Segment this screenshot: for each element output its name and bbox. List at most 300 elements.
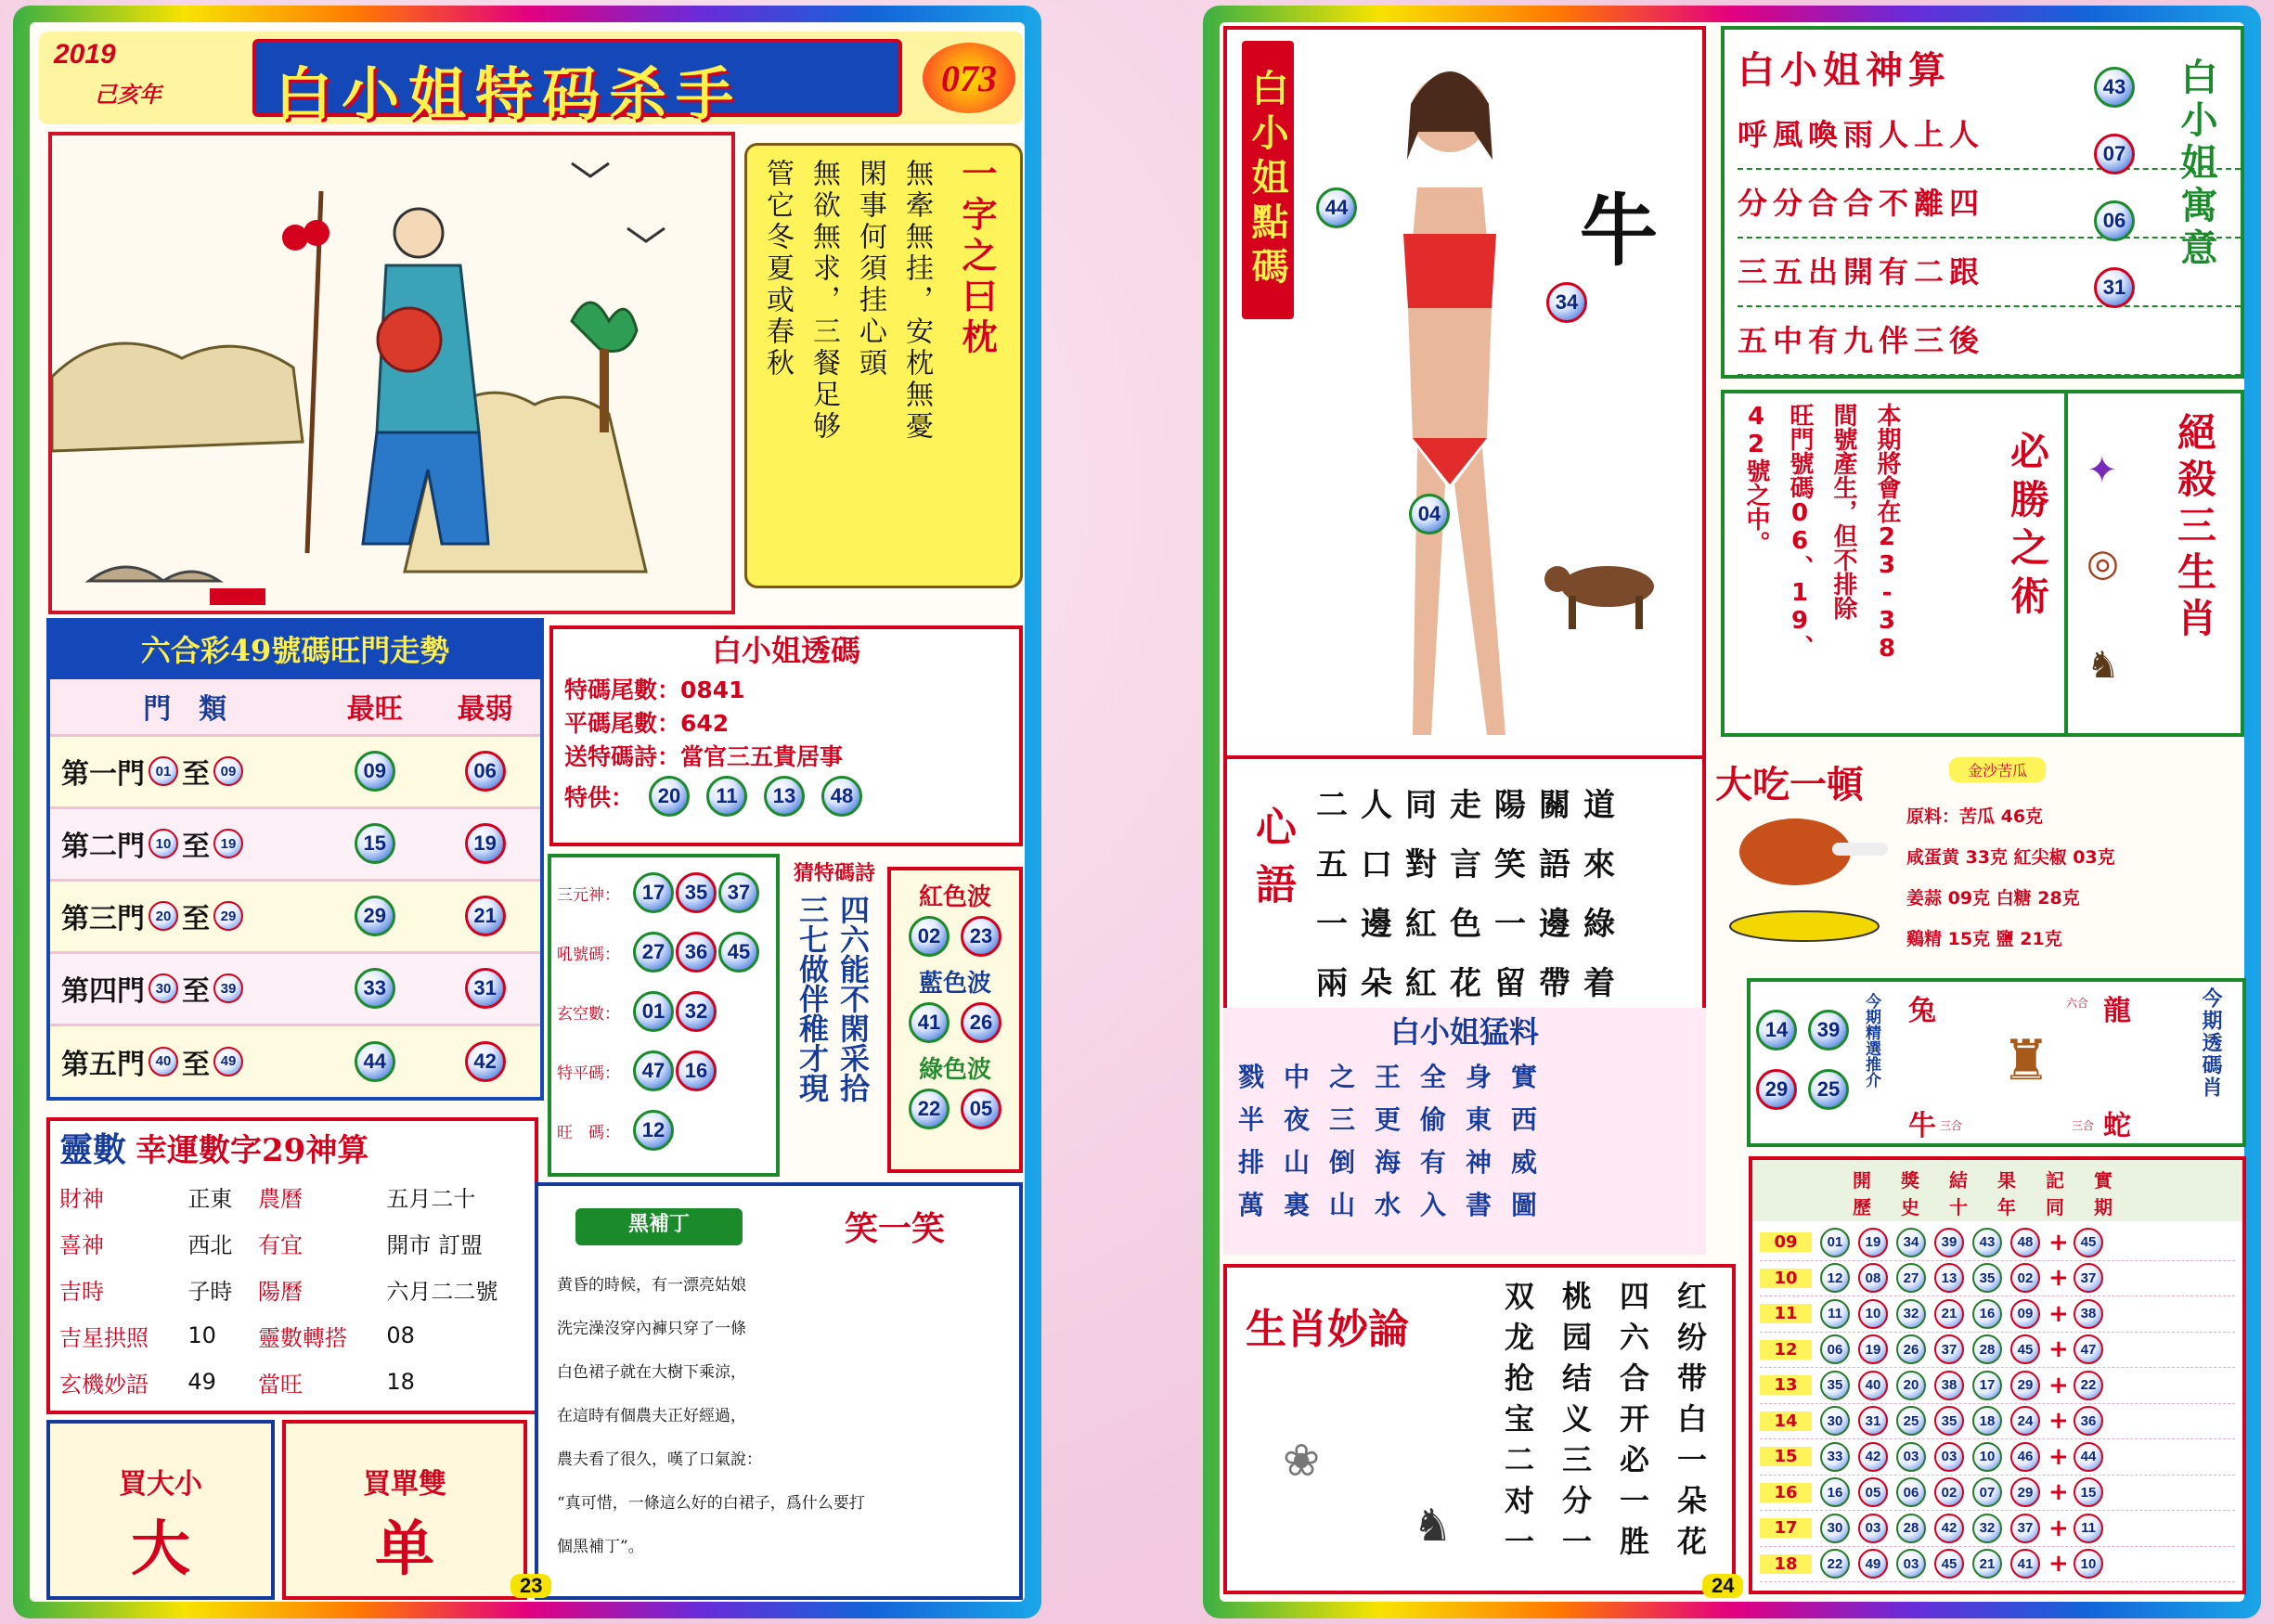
- door-from-ball: 40: [149, 1047, 178, 1076]
- door-to: 至: [182, 903, 210, 935]
- page-number-right: 24: [1702, 1574, 1743, 1598]
- history-ball: 45: [1934, 1549, 1964, 1579]
- snake-icon: ◎: [2087, 542, 2119, 585]
- history-ball: 03: [1934, 1442, 1964, 1472]
- history-ball: 06: [1896, 1477, 1926, 1507]
- joke-badge: 笑一笑: [845, 1209, 946, 1248]
- history-ball: 34: [1896, 1228, 1926, 1257]
- bi-sheng-title: 必勝之術: [2005, 431, 2050, 624]
- left-page: [13, 6, 1041, 1618]
- history-ball: 35: [1972, 1263, 2002, 1293]
- lucky-cell: 六月二二號: [386, 1278, 498, 1305]
- tou-line-3: 送特碼詩：當官三五貴居事: [564, 743, 844, 770]
- history-special-ball: 38: [2074, 1299, 2103, 1329]
- guess-col-1: 四六能不閑采拾: [835, 895, 871, 1102]
- door-from-ball: 30: [149, 973, 178, 1003]
- history-ball: 02: [1934, 1477, 1964, 1507]
- mid-code-ball: 32: [676, 991, 717, 1032]
- history-ball: 21: [1934, 1299, 1964, 1329]
- food-illustration: [1721, 806, 1897, 945]
- history-row: [1760, 1547, 2235, 1583]
- history-ball: 45: [2010, 1334, 2040, 1364]
- plus-icon: +: [2048, 1550, 2069, 1579]
- lucky-cell: 有宜: [258, 1231, 304, 1258]
- history-ball: 27: [1896, 1263, 1926, 1293]
- joke-tag: 黑補丁: [575, 1208, 743, 1245]
- history-year: 17: [1760, 1518, 1812, 1538]
- odd-even-value: 单: [375, 1514, 434, 1584]
- history-special-ball: 37: [2074, 1263, 2103, 1293]
- wave-ball: 26: [961, 1002, 1001, 1043]
- history-ball: 16: [1820, 1477, 1850, 1507]
- door-hot-ball: 15: [355, 823, 395, 864]
- xin-yu-line: 一邊紅色一邊綠: [1316, 906, 1628, 943]
- door-to-ball: 09: [213, 756, 243, 786]
- joke-line: 白色裙子就在大樹下乘涼，: [557, 1363, 746, 1382]
- history-ball: 26: [1896, 1334, 1926, 1364]
- history-ball: 05: [1858, 1477, 1888, 1507]
- lucky-cell: 49: [187, 1369, 216, 1395]
- food-box: [1712, 746, 2246, 978]
- door-from-ball: 01: [149, 756, 178, 786]
- xin-yu-line: 二人同走陽關道: [1316, 787, 1628, 824]
- history-ball: 12: [1820, 1263, 1850, 1293]
- door-to: 至: [182, 758, 210, 791]
- guess-poem: [783, 857, 885, 1173]
- door-header-hot: 最旺: [346, 693, 403, 727]
- tou-special-ball: 20: [649, 776, 690, 817]
- history-ball: 17: [1972, 1371, 2002, 1400]
- history-special-ball: 44: [2074, 1442, 2103, 1472]
- history-year: 09: [1760, 1232, 1812, 1252]
- lucky-cell: 玄機妙語: [59, 1371, 149, 1398]
- plus-icon: +: [2048, 1371, 2069, 1399]
- zodiac-note-1: 六合: [2066, 997, 2089, 1010]
- lucky-cell: 吉時: [59, 1278, 104, 1305]
- history-title: 開獎結果記實: [1853, 1169, 2142, 1192]
- mid-code-ball: 17: [633, 872, 674, 913]
- jue-sha-title: 絕殺三生肖: [2172, 412, 2217, 644]
- dian-ma-title: 白小姐點碼: [1242, 41, 1294, 319]
- wave-ball: 02: [909, 916, 950, 957]
- tou-line-2: 平碼尾數：642: [564, 710, 730, 737]
- lucky-cell: 吉星拱照: [59, 1324, 149, 1351]
- poem-scroll: [744, 143, 1023, 588]
- xin-yu-label: 心語: [1248, 806, 1296, 921]
- meng-liao-row: 戮中之王全身實: [1238, 1062, 1557, 1092]
- tou-line-1: 特碼尾數：0841: [564, 677, 745, 703]
- poem-heading: 一字之曰枕: [956, 155, 998, 359]
- mid-code-row: [557, 863, 770, 922]
- history-ball: 21: [1972, 1549, 2002, 1579]
- tuijie-ball: 39: [1808, 1010, 1849, 1050]
- shen-suan-line: 五中有九伴三後: [1738, 307, 2241, 376]
- history-special-ball: 11: [2074, 1514, 2103, 1543]
- bi-sheng-box: [1721, 390, 2244, 737]
- door-hot-ball: 33: [355, 968, 395, 1009]
- lucky-cell: 正東: [187, 1185, 233, 1212]
- history-ball: 32: [1972, 1514, 2002, 1543]
- xin-yu-line: 兩朵紅花留帶着: [1316, 965, 1628, 1002]
- history-ball: 19: [1858, 1228, 1888, 1257]
- joke-line: 農夫看了很久，嘆了口氣說：: [557, 1450, 762, 1469]
- history-ball: 43: [1972, 1228, 2002, 1257]
- shen-suan-ball: 43: [2094, 67, 2135, 108]
- lucky-cell: 陽曆: [258, 1278, 304, 1305]
- door-hot-ball: 29: [355, 896, 395, 936]
- sheng-xiao-col: 四六合开必一胜: [1615, 1281, 1650, 1566]
- door-table: [50, 679, 540, 1097]
- fisherman-illustration: [52, 135, 731, 611]
- history-ball: 40: [1858, 1371, 1888, 1400]
- history-ball: 39: [1934, 1228, 1964, 1257]
- door-row: [50, 1025, 540, 1097]
- history-ball: 48: [2010, 1228, 2040, 1257]
- poem-col-3: 無欲無求，三餐足够: [808, 159, 840, 443]
- history-ball: 37: [1934, 1334, 1964, 1364]
- lucky-row: [50, 1359, 535, 1405]
- joke-line: 洗完澡沒穿內褲只穿了一條: [557, 1320, 746, 1338]
- sheng-xiao-title: 生肖妙論: [1246, 1306, 1409, 1353]
- history-ball: 33: [1820, 1442, 1850, 1472]
- sheng-xiao-col: 桃园结义三分一: [1557, 1281, 1593, 1566]
- door-row: [50, 952, 540, 1025]
- wave-ball: 22: [909, 1089, 950, 1129]
- door-to-ball: 49: [213, 1047, 243, 1076]
- door-from-ball: 10: [149, 829, 178, 858]
- lucky-cell: 財神: [59, 1185, 104, 1212]
- odd-even-box: [282, 1420, 527, 1600]
- meng-liao-box: [1223, 1008, 1706, 1255]
- odd-even-label: 買單雙: [363, 1468, 446, 1501]
- shen-suan-ball: 06: [2094, 200, 2135, 241]
- door-hot-ball: 44: [355, 1041, 395, 1082]
- history-ball: 08: [1858, 1263, 1888, 1293]
- plus-icon: +: [2048, 1514, 2069, 1542]
- big-small-label: 買大小: [119, 1468, 202, 1501]
- mid-code-ball: 36: [676, 932, 717, 973]
- history-special-ball: 15: [2074, 1477, 2103, 1507]
- shen-suan-ball: 07: [2094, 134, 2135, 174]
- lucky-row: [50, 1312, 535, 1359]
- sheng-xiao-box: [1223, 1264, 1736, 1594]
- history-ball: 03: [1896, 1549, 1926, 1579]
- mid-code-ball: 16: [676, 1050, 717, 1091]
- lucky-cell: 08: [386, 1322, 415, 1348]
- sheng-xiao-col: 双龙抢宝二对一: [1500, 1281, 1535, 1566]
- dian-ball-1: 44: [1316, 187, 1357, 228]
- history-special-ball: 22: [2074, 1371, 2103, 1400]
- lucky-number-box: [46, 1117, 538, 1414]
- door-to: 至: [182, 831, 210, 863]
- right-page: [1203, 6, 2261, 1618]
- history-ball: 18: [1972, 1406, 2002, 1436]
- mid-code-ball: 37: [718, 872, 759, 913]
- mid-code-ball: 12: [633, 1110, 674, 1151]
- door-header-cold: 最弱: [457, 693, 513, 727]
- lucky-row: [50, 1173, 535, 1219]
- mid-code-row: [557, 982, 770, 1041]
- lucky-table: [50, 1173, 535, 1405]
- plus-icon: +: [2048, 1407, 2069, 1436]
- picture-box: [48, 132, 735, 614]
- history-ball: 28: [1896, 1514, 1926, 1543]
- title-banner: [39, 32, 1023, 128]
- door-cold-ball: 19: [465, 823, 506, 864]
- door-label: 第一門: [61, 758, 145, 791]
- mid-code-label: 玄空數：: [557, 1004, 620, 1024]
- history-special-ball: 45: [2074, 1228, 2103, 1257]
- history-ball: 28: [1972, 1334, 2002, 1364]
- dragon-icon: ✦: [2087, 449, 2118, 492]
- tuijie-ball: 14: [1756, 1010, 1797, 1050]
- door-row: [50, 880, 540, 952]
- meng-liao-row: 半夜三更偷東西: [1238, 1104, 1557, 1135]
- poem-col-1: 無牽無挂，安枕無憂: [900, 159, 933, 443]
- food-line: 咸蛋黄 33克 紅尖椒 03克: [1906, 847, 2115, 868]
- door-table-box: [46, 618, 544, 1101]
- door-to-ball: 19: [213, 829, 243, 858]
- door-cold-ball: 21: [465, 896, 506, 936]
- animal-character: 牛: [1580, 185, 1659, 277]
- poem-col-4: 管它冬夏或春秋: [761, 159, 794, 380]
- plus-icon: +: [2048, 1442, 2069, 1471]
- mid-code-ball: 45: [718, 932, 759, 973]
- history-ball: 19: [1858, 1334, 1888, 1364]
- history-ball: 46: [2010, 1442, 2040, 1472]
- plus-icon: +: [2048, 1299, 2069, 1328]
- dian-ball-2: 34: [1546, 282, 1587, 323]
- history-ball: 24: [2010, 1406, 2040, 1436]
- xin-yu-box: [1223, 755, 1706, 1013]
- history-year: 13: [1760, 1375, 1812, 1395]
- lucky-cell: 喜神: [59, 1231, 104, 1258]
- lucky-cell: 18: [386, 1369, 415, 1395]
- ganzhi-year: 己亥年: [95, 83, 162, 108]
- plus-icon: +: [2048, 1478, 2069, 1507]
- history-special-ball: 47: [2074, 1334, 2103, 1364]
- tou-special-ball: 11: [706, 776, 747, 817]
- shen-suan-line: 三五出開有二跟: [1738, 238, 2241, 307]
- shen-suan-line: 分分合合不離四: [1738, 170, 2241, 238]
- mid-code-ball: 27: [633, 932, 674, 973]
- mid-codes-box: [548, 854, 780, 1177]
- joke-line: 黄昏的時候，有一漂亮姑娘: [557, 1276, 746, 1295]
- meng-liao-row: 排山倒海有神威: [1238, 1147, 1557, 1178]
- history-year: 15: [1760, 1447, 1812, 1466]
- food-line: 原料：苦瓜 46克: [1906, 806, 2044, 827]
- history-ball: 11: [1820, 1299, 1850, 1329]
- tou-special-ball: 13: [764, 776, 805, 817]
- issue-badge: 073: [923, 43, 1015, 113]
- door-label: 第三門: [61, 903, 145, 935]
- history-row: [1760, 1261, 2235, 1297]
- history-box: [1749, 1156, 2246, 1594]
- history-ball: 29: [2010, 1477, 2040, 1507]
- horse-icon: ♞: [2087, 644, 2120, 687]
- mid-code-label: 三元神：: [557, 885, 620, 905]
- wave-ball: 05: [961, 1089, 1001, 1129]
- history-ball: 35: [1934, 1406, 1964, 1436]
- history-ball: 03: [1858, 1514, 1888, 1543]
- wave-name: 紅色波: [918, 883, 991, 911]
- history-ball: 42: [1858, 1442, 1888, 1472]
- history-row: [1760, 1439, 2235, 1476]
- bi-sheng-col: 本期將會在23-38: [1873, 403, 1901, 663]
- page-title: 白小姐特码杀手: [275, 60, 743, 128]
- history-year: 12: [1760, 1340, 1812, 1360]
- history-ball: 29: [2010, 1371, 2040, 1400]
- history-ball: 22: [1820, 1549, 1850, 1579]
- history-ball: 09: [2010, 1299, 2040, 1329]
- lucky-cell: 當旺: [258, 1371, 304, 1398]
- meng-liao-row: 萬裏山水入書圖: [1238, 1190, 1557, 1220]
- mid-code-label: 特平碼：: [557, 1063, 620, 1083]
- wave-ball: 23: [961, 916, 1001, 957]
- door-label: 第二門: [61, 831, 145, 863]
- history-row: [1760, 1368, 2235, 1404]
- food-title: 大吃一頓: [1715, 763, 1864, 806]
- zodiac-snake: 蛇: [2103, 1110, 2131, 1142]
- food-line: 鷄精 15克 鹽 21克: [1906, 929, 2062, 949]
- history-year: 18: [1760, 1554, 1812, 1574]
- history-row: [1760, 1225, 2235, 1261]
- lucky-row: [50, 1266, 535, 1312]
- door-to-ball: 29: [213, 901, 243, 931]
- history-ball: 16: [1972, 1299, 2002, 1329]
- poem-col-2: 閑事何須挂心頭: [854, 159, 886, 380]
- door-row: [50, 735, 540, 807]
- shen-suan-ball: 31: [2094, 267, 2135, 308]
- plus-icon: +: [2048, 1228, 2069, 1257]
- lucky-row: [50, 1219, 535, 1266]
- door-hot-ball: 09: [355, 751, 395, 792]
- history-ball: 02: [2010, 1263, 2040, 1293]
- mid-code-ball: 47: [633, 1050, 674, 1091]
- door-cold-ball: 06: [465, 751, 506, 792]
- history-row: [1760, 1476, 2235, 1512]
- door-label: 第四門: [61, 975, 145, 1008]
- door-label: 第五門: [61, 1048, 145, 1081]
- history-ball: 30: [1820, 1514, 1850, 1543]
- joke-line: 在這時有個農夫正好經過，: [557, 1407, 746, 1425]
- plus-icon: +: [2048, 1335, 2069, 1364]
- title-box: [252, 39, 902, 128]
- lucky-cell: 10: [187, 1322, 216, 1348]
- door-table-title: 六合彩49號碼旺門走勢: [50, 622, 540, 679]
- history-ball: 35: [1820, 1371, 1850, 1400]
- bi-sheng-col: 間號產生，但不排除: [1829, 403, 1857, 620]
- lucky-title-2: 幸運數字29神算: [136, 1131, 369, 1169]
- door-to-ball: 39: [213, 973, 243, 1003]
- tou-special-ball: 48: [821, 776, 862, 817]
- mid-code-row: [557, 1101, 770, 1160]
- bi-sheng-col: 42號之中。: [1742, 403, 1770, 555]
- history-ball: 38: [1934, 1371, 1964, 1400]
- tou-xiao-label: 今期透碼肖: [2196, 987, 2225, 1145]
- mid-code-label: 旺 碼：: [557, 1123, 620, 1142]
- wave-ball: 41: [909, 1002, 950, 1043]
- tuijie-ball: 25: [1808, 1069, 1849, 1110]
- tou-ma-title: 白小姐透碼: [711, 633, 860, 668]
- wave-group: [891, 957, 1019, 1043]
- door-cold-ball: 42: [465, 1041, 506, 1082]
- history-ball: 32: [1896, 1299, 1926, 1329]
- history-year: 11: [1760, 1304, 1812, 1323]
- history-row: [1760, 1333, 2235, 1369]
- wave-group: [891, 870, 1019, 957]
- dian-ball-3: 04: [1409, 494, 1450, 535]
- dian-ma-box: [1223, 26, 1706, 768]
- history-ball: 31: [1858, 1406, 1888, 1436]
- year: 2019: [54, 39, 116, 70]
- mid-code-row: [557, 922, 770, 982]
- door-row: [50, 807, 540, 880]
- history-ball: 03: [1896, 1442, 1926, 1472]
- meng-liao-title: 白小姐猛料: [1389, 1014, 1539, 1050]
- history-subtitle: 歷史十年同期: [1853, 1196, 2142, 1218]
- zodiac-ox: 牛: [1908, 1110, 1936, 1142]
- cow-icon: [1543, 549, 1673, 633]
- model-figure: [1329, 48, 1570, 754]
- shen-suan-title: 白小姐神算: [1738, 48, 1951, 92]
- bi-sheng-col: 旺門號碼06、19、: [1786, 403, 1814, 659]
- right-page-inner: [1220, 22, 2244, 1602]
- goat-icon: ♞: [1413, 1500, 1454, 1552]
- history-special-ball: 36: [2074, 1406, 2103, 1436]
- history-row: [1760, 1404, 2235, 1440]
- food-dish: 金沙苦瓜: [1949, 757, 2046, 782]
- history-ball: 06: [1820, 1334, 1850, 1364]
- door-cold-ball: 31: [465, 968, 506, 1009]
- rooster-icon: ♜: [2001, 1028, 2051, 1093]
- history-ball: 10: [1858, 1299, 1888, 1329]
- lucky-cell: 農曆: [258, 1185, 304, 1212]
- zodiac-note-3: 三合: [2072, 1119, 2095, 1132]
- history-ball: 41: [2010, 1549, 2040, 1579]
- lucky-cell: 靈數轉搭: [258, 1324, 348, 1351]
- xin-yu-line: 五口對言笑語來: [1316, 846, 1628, 883]
- history-special-ball: 10: [2074, 1549, 2103, 1579]
- joke-box: [535, 1182, 1023, 1600]
- tou-ma-box: [549, 625, 1023, 846]
- history-ball: 13: [1934, 1263, 1964, 1293]
- plus-icon: +: [2048, 1264, 2069, 1293]
- page-number-left: 23: [510, 1574, 551, 1598]
- history-year: 10: [1760, 1269, 1812, 1288]
- shen-suan-box: [1721, 26, 2244, 379]
- lucky-cell: 子時: [187, 1278, 233, 1305]
- tuijie-label: 今期精選推介: [1862, 993, 1880, 1088]
- zodiac-dragon: 龍: [2103, 995, 2131, 1027]
- yu-yi-title: 白小姐寓意: [2175, 58, 2218, 271]
- lucky-cell: 開市 訂盟: [386, 1231, 483, 1258]
- big-small-value: 大: [131, 1514, 190, 1584]
- mid-code-row: [557, 1041, 770, 1101]
- zodiac-rabbit: 兔: [1908, 995, 1936, 1027]
- joke-line: “真可惜，一條這么好的白裙子，爲什么要打: [557, 1494, 865, 1513]
- tou-special-label: 特供：: [564, 784, 635, 811]
- history-year: 16: [1760, 1483, 1812, 1502]
- wave-name: 綠色波: [918, 1056, 991, 1084]
- wave-group: [891, 1043, 1019, 1129]
- history-ball: 25: [1896, 1406, 1926, 1436]
- history-ball: 07: [1972, 1477, 2002, 1507]
- history-row: [1760, 1296, 2235, 1333]
- history-ball: 01: [1820, 1228, 1850, 1257]
- joke-line: 個黑補丁”。: [557, 1538, 644, 1556]
- mid-code-ball: 01: [633, 991, 674, 1032]
